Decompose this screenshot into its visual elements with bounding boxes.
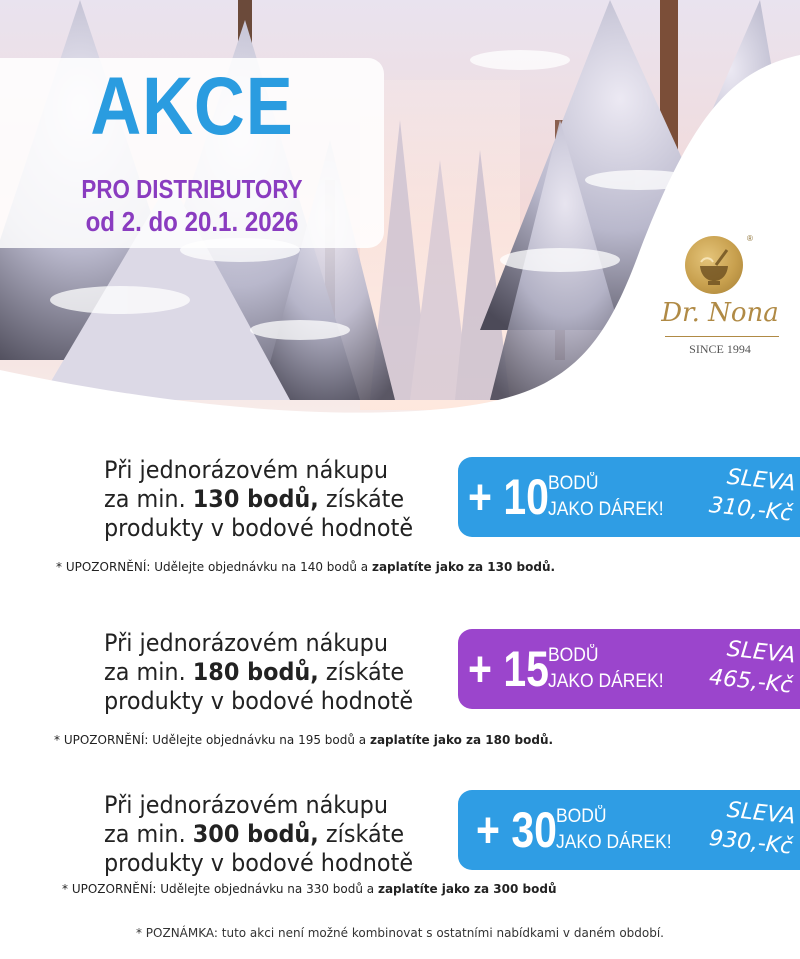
page-title: AKCE xyxy=(90,61,294,152)
brand-name: Dr. Nona xyxy=(661,298,779,328)
offer-2-badge xyxy=(458,629,800,709)
page-subtitle: PRO DISTRIBUTORY xyxy=(81,174,303,204)
offer-2-gift-label: BODŮ JAKO DÁREK! xyxy=(548,645,664,692)
footer-note: * POZNÁMKA: tuto akci není možné kombinovat s ostatními nabídkami v daném období. xyxy=(135,926,664,940)
offer-2-line3: produkty v bodové hodnotě xyxy=(104,687,414,715)
offer-3-note: * UPOZORNĚNÍ: Udělejte objednávku na 330 bodů a zaplatíte jako za 300 bodů xyxy=(62,882,557,896)
title-card xyxy=(0,58,384,248)
promo-dates: od 2. do 20.1. 2026 xyxy=(85,206,299,237)
logo-divider xyxy=(665,336,779,337)
offer-1-points: + 10 xyxy=(468,469,549,525)
offer-3-line1: Při jednorázovém nákupu xyxy=(104,791,388,819)
offer-1-line2: za min. 130 bodů, získáte xyxy=(104,485,405,513)
offer-2-points: + 15 xyxy=(468,641,549,697)
offer-3-badge xyxy=(458,790,800,870)
registered-mark: ® xyxy=(747,234,753,243)
offer-3-line2: za min. 300 bodů, získáte xyxy=(104,820,405,848)
offer-1-text xyxy=(104,456,439,543)
offer-1-line3: produkty v bodové hodnotě xyxy=(104,514,414,542)
offer-3-gift-label: BODŮ JAKO DÁREK! xyxy=(556,806,672,853)
offer-1-line1: Při jednorázovém nákupu xyxy=(104,456,388,484)
offer-3-text xyxy=(104,791,439,878)
offer-3-points: + 30 xyxy=(476,802,557,858)
offer-1-badge xyxy=(458,457,800,537)
offer-3-discount: SLEVA 930,-Kč xyxy=(707,797,797,860)
mortar-pestle-icon xyxy=(685,236,743,294)
brand-since: SINCE 1994 xyxy=(689,342,751,356)
offer-2-text xyxy=(104,629,439,716)
offer-3-line3: produkty v bodové hodnotě xyxy=(104,849,414,877)
offer-1-discount: SLEVA 310,-Kč xyxy=(707,464,797,527)
offer-2-line2: za min. 180 bodů, získáte xyxy=(104,658,405,686)
offer-1-note: * UPOZORNĚNÍ: Udělejte objednávku na 140 bodů a zaplatíte jako za 130 bodů. xyxy=(56,560,556,574)
offer-1-gift-label: BODŮ JAKO DÁREK! xyxy=(548,473,664,520)
brand-logo xyxy=(655,232,785,372)
offer-2-discount: SLEVA 465,-Kč xyxy=(707,636,797,699)
offer-2-note: * UPOZORNĚNÍ: Udělejte objednávku na 195 bodů a zaplatíte jako za 180 bodů. xyxy=(54,733,554,747)
offer-2-line1: Při jednorázovém nákupu xyxy=(104,629,388,657)
